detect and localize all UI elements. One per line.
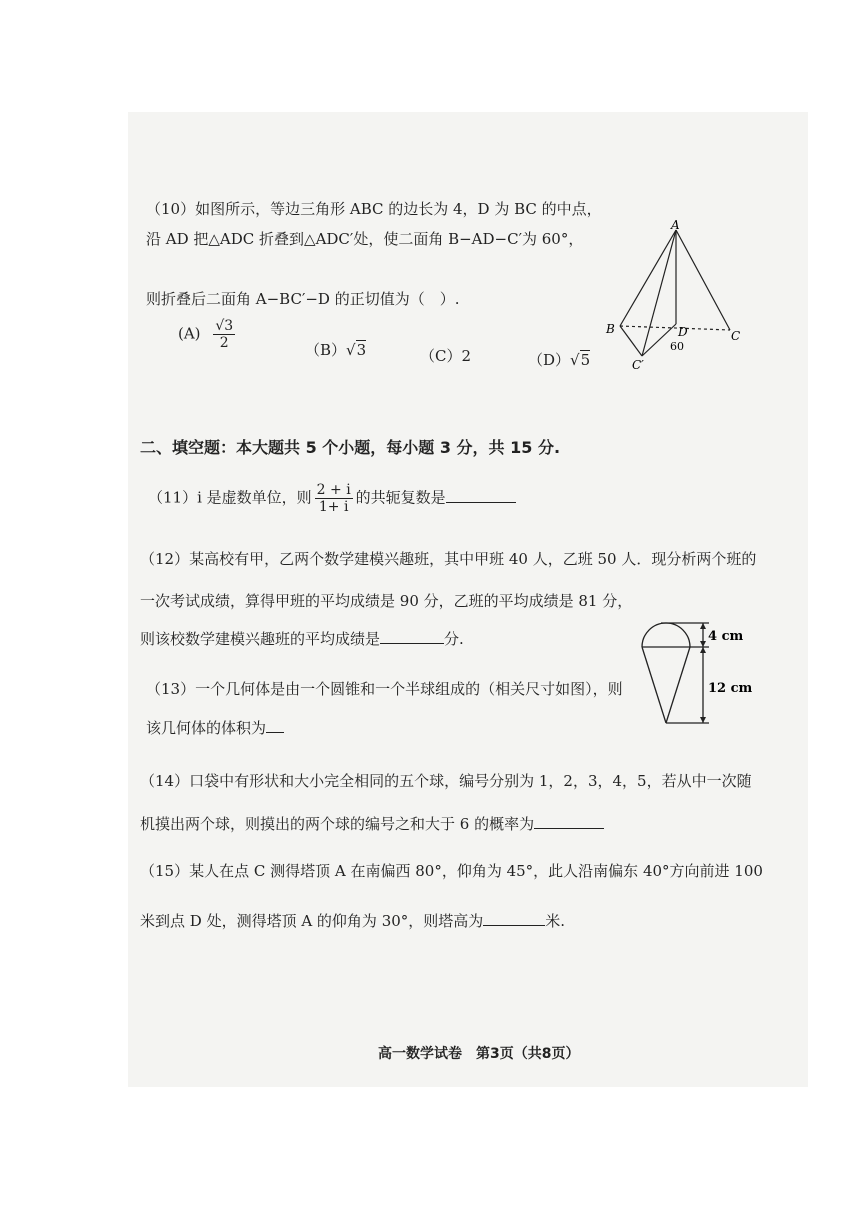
q14-answer-blank bbox=[534, 814, 604, 829]
q14-line1: （14）口袋中有形状和大小完全相同的五个球，编号分别为 1，2，3，4，5，若从中一次随 bbox=[140, 772, 752, 790]
q10-option-d-label: （D） bbox=[528, 351, 571, 369]
q10-option-d-value: 5 bbox=[580, 351, 591, 369]
q12-line1: （12）某高校有甲，乙两个数学建模兴趣班，其中甲班 40 人，乙班 50 人．现分析两个班的 bbox=[140, 550, 757, 568]
q10-line3: 则折叠后二面角 A−BC′−D 的正切值为（ ）. bbox=[146, 290, 460, 308]
hemisphere-arc bbox=[642, 623, 690, 647]
cone-left-edge bbox=[642, 647, 666, 723]
fig10-label-b: B bbox=[606, 322, 615, 336]
q10-option-a bbox=[178, 318, 238, 351]
q10-option-b-label: （B） bbox=[305, 341, 347, 359]
q10-figure bbox=[598, 216, 748, 376]
q15-line2-text: 米到点 D 处，测得塔顶 A 的仰角为 30°，则塔高为 bbox=[140, 912, 484, 930]
fig10-angle-label: 60 bbox=[670, 340, 684, 353]
q11-fraction-numerator: 2 + i bbox=[316, 482, 351, 498]
q15-line2-unit: 米. bbox=[545, 912, 566, 930]
q11-fraction-denominator: 1+ i bbox=[318, 499, 349, 515]
section2-title: 二、填空题：本大题共 5 个小题，每小题 3 分，共 15 分. bbox=[140, 438, 561, 457]
q10-line1: （10）如图所示，等边三角形 ABC 的边长为 4，D 为 BC 的中点， bbox=[146, 200, 602, 218]
q15-line2 bbox=[140, 910, 565, 931]
edge-ac bbox=[676, 230, 730, 330]
q15-answer-blank bbox=[483, 911, 545, 926]
q14-line2 bbox=[140, 813, 604, 834]
fig10-label-c: C bbox=[731, 329, 741, 343]
q10-option-d: （D）√5 bbox=[528, 351, 591, 369]
edge-ab bbox=[620, 230, 676, 326]
q10-option-c: （C）2 bbox=[420, 347, 472, 365]
q13-answer-blank bbox=[266, 718, 284, 733]
q12-line3-unit: 分. bbox=[444, 630, 464, 648]
q11-prefix: （11）i 是虚数单位，则 bbox=[148, 488, 312, 507]
q13-line2-text: 该几何体的体积为 bbox=[146, 719, 267, 737]
q14-line2-text: 机摸出两个球，则摸出的两个球的编号之和大于 6 的概率为 bbox=[140, 815, 535, 833]
q13-line1: （13）一个几何体是由一个圆锥和一个半球组成的（相关尺寸如图），则 bbox=[146, 680, 623, 698]
q10-line2: 沿 AD 把△ADC 折叠到△ADC′处，使二面角 B−AD−C′为 60°， bbox=[146, 230, 584, 248]
q15-line1: （15）某人在点 C 测得塔顶 A 在南偏西 80°，仰角为 45°，此人沿南偏东 40°方向前进 100 bbox=[140, 862, 763, 880]
q10-option-a-denominator: 2 bbox=[219, 335, 229, 351]
page-footer: 高一数学试卷 第3页（共8页） bbox=[378, 1046, 580, 1062]
q10-option-a-label: (A) bbox=[178, 324, 201, 343]
q12-line3-text: 则该校数学建模兴趣班的平均成绩是 bbox=[140, 630, 381, 648]
fig13-dim-top: 4 cm bbox=[708, 629, 744, 644]
q13-figure bbox=[636, 615, 776, 730]
q10-option-b-value: 3 bbox=[356, 341, 367, 359]
q13-line2 bbox=[146, 717, 284, 738]
fig10-label-a: A bbox=[671, 218, 680, 232]
edge-bcprime bbox=[620, 326, 642, 356]
q12-answer-blank bbox=[380, 629, 444, 644]
fig10-label-d: D bbox=[678, 325, 688, 339]
q10-option-a-numerator: √3 bbox=[215, 318, 234, 334]
q11-line bbox=[148, 482, 516, 515]
edge-acprime bbox=[642, 230, 676, 356]
cone-right-edge bbox=[666, 647, 690, 723]
q11-answer-blank bbox=[446, 488, 516, 503]
edge-bc bbox=[620, 326, 730, 330]
q10-option-b: （B）√3 bbox=[305, 341, 367, 359]
fig10-label-cprime: C′ bbox=[632, 358, 644, 372]
q12-line3 bbox=[140, 628, 464, 649]
q11-suffix: 的共轭复数是 bbox=[355, 488, 446, 507]
q12-line2: 一次考试成绩，算得甲班的平均成绩是 90 分，乙班的平均成绩是 81 分， bbox=[140, 592, 633, 610]
fig13-dim-bottom: 12 cm bbox=[708, 681, 753, 696]
